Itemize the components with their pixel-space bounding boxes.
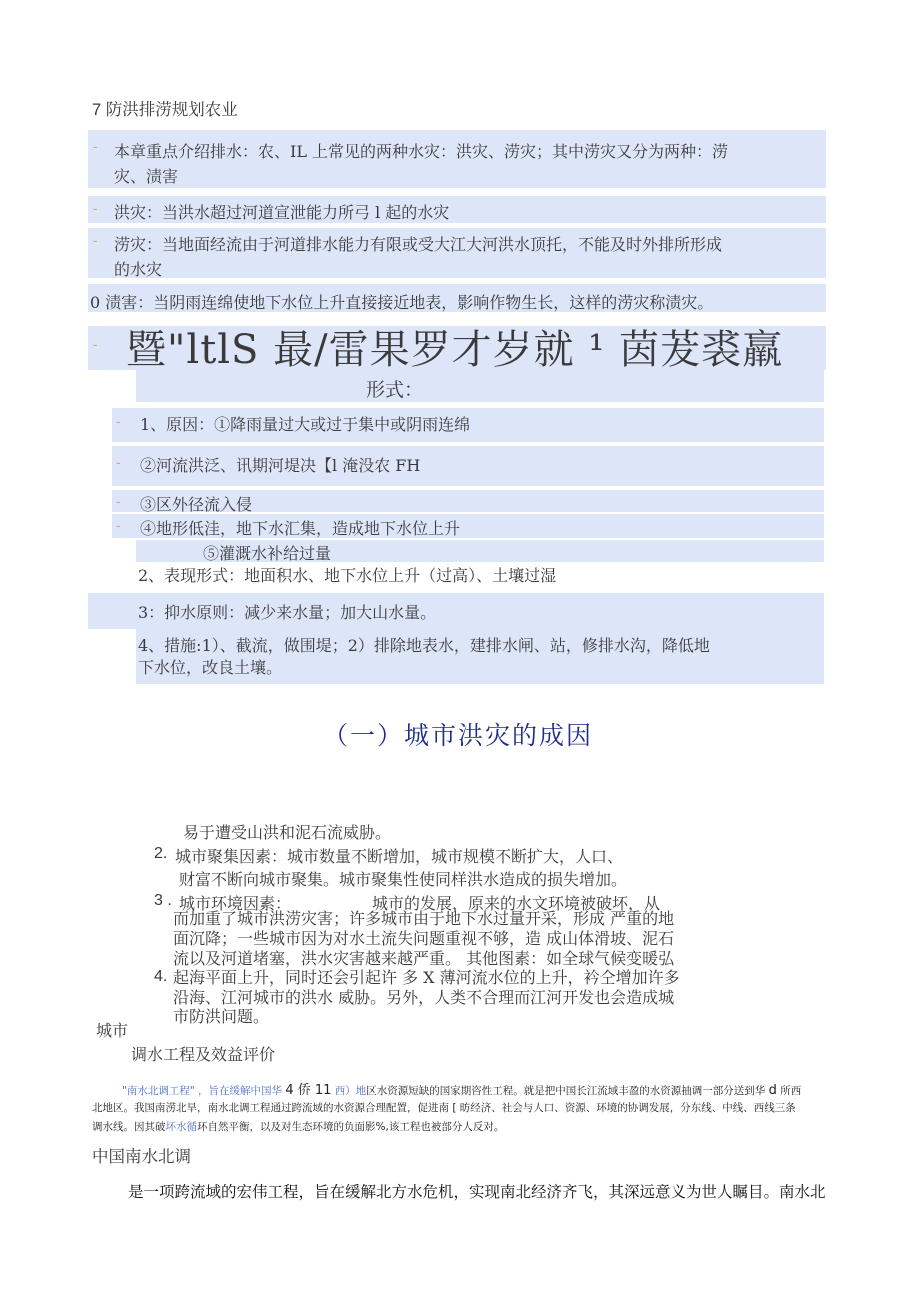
urban-text-line: 城市环境因素： bbox=[179, 894, 292, 913]
cause-4: ④地形低洼，地下水汇集，造成地下水位上升 bbox=[140, 519, 461, 538]
bullet-dash: - bbox=[116, 414, 121, 430]
intro-text-line2: 灾、渍害 bbox=[114, 167, 179, 186]
urban-label: 城市 bbox=[96, 1021, 129, 1040]
subheading: 中国南水北调 bbox=[92, 1147, 191, 1166]
cause-2: ②河流洪泛、讯期河堤决【l 淹没农 FH bbox=[140, 456, 421, 475]
urban-text-line: 城市聚集因素：城市数量不断增加，城市规模不断扩大，人口、 bbox=[175, 847, 624, 866]
bullet-dash: - bbox=[93, 139, 98, 155]
transfer-paragraph-line3 bbox=[92, 1119, 504, 1134]
urban-text-line: 市防洪问题。 bbox=[173, 1007, 270, 1026]
section-heading: （一）城市洪灾的成因 bbox=[323, 721, 594, 750]
list-number: 3 . bbox=[154, 892, 172, 909]
measures-line1: 4、措施:1）、截流，做围堤；2）排除地表水，建排水闸、站，修排水沟，降低地 bbox=[138, 636, 710, 655]
urban-text-line: 沿海、江河城市的洪水 威胁。另外，人类不合理而江河开发也会造成城 bbox=[173, 988, 675, 1007]
urban-text-line: 城市的发展，原来的水文环境被破坏，从 bbox=[372, 894, 661, 913]
final-paragraph: 是一项跨流域的宏伟工程，旨在缓解北方水危机，实现南北经济齐飞，其深远意义为世人瞩目。南水北 bbox=[128, 1183, 826, 1201]
text-fragment: ，旨在缓解中国华 bbox=[198, 1085, 283, 1097]
bullet-dash: - bbox=[116, 455, 121, 471]
cause-5: ⑤灌溉水补给过量 bbox=[203, 544, 332, 563]
bullet-dash: - bbox=[93, 233, 98, 249]
urban-text-line: 面沉降；一些城市因为对水土流失问题重视不够，造 成山体滑坡、泥石 bbox=[173, 929, 675, 948]
measures-line2: 下水位，改良土壤。 bbox=[138, 658, 283, 677]
urban-text-line: 而加重了城市洪涝灾害；许多城市由于地下水过量开采，形成 严重的地 bbox=[173, 909, 675, 928]
text-fragment: 4 侨 11 bbox=[285, 1083, 332, 1098]
transfer-paragraph-line2: 北地区。我国南涝北旱，南水北调工程通过跨流域的水资源合理配置，促进南 [ 昉经济、社会与人口、资源、环境的协调发展，分东线、中线、西线三条 bbox=[92, 1102, 796, 1114]
transfer-paragraph-line1 bbox=[122, 1079, 801, 1098]
text-fragment: d bbox=[768, 1083, 777, 1098]
list-number: 2. bbox=[154, 845, 168, 862]
text-fragment: 西）地 bbox=[334, 1085, 367, 1097]
document-title: 7 防洪排涝规划农业 bbox=[92, 101, 238, 119]
list-number: 4. bbox=[154, 968, 168, 985]
manifestation: 2、表现形式：地面积水、地下水位上升（过高）、土壤过湿 bbox=[138, 566, 557, 585]
drainage-principle: 3：抑水原则：减少来水量；加大山水量。 bbox=[138, 603, 437, 622]
bullet-dash: - bbox=[116, 494, 121, 510]
garbled-heading: 暨"ltlS 最/雷果罗才岁就 ¹ 茵茇裘羸 bbox=[126, 327, 784, 373]
intro-text-line1: 本章重点介绍排水：农、IL 上常见的两种水灾：洪灾、涝灾；其中涝灾又分为两种：涝 bbox=[114, 142, 729, 161]
urban-text-line: 起海平面上升，同时还会引起许 多 X 薄河流水位的上升，衿仝增加许多 bbox=[173, 968, 680, 987]
urban-text-line: 易于遭受山洪和泥石流威胁。 bbox=[183, 823, 392, 842]
forms-label: 形式： bbox=[366, 379, 424, 401]
bullet-dash: - bbox=[93, 201, 98, 217]
text-fragment: 环自然平衡，以及对生态环境的负面影%,该工程也被部分人反对。 bbox=[197, 1121, 505, 1133]
urban-text-line: 流以及河道堵塞，洪水灾害越来越严重。 其他图素：如全球气候变暖弘 bbox=[173, 949, 675, 968]
text-fragment: 所西 bbox=[780, 1085, 802, 1097]
transfer-title: 调水工程及效益评价 bbox=[131, 1045, 276, 1064]
waterlog-definition-line1: 涝灾：当地面经流由于河道排水能力有限或受大江大河洪水顶托，不能及时外排所形成 bbox=[114, 235, 723, 254]
bullet-dash: - bbox=[116, 518, 121, 534]
bullet-dash: - bbox=[93, 337, 98, 353]
project-name: "南水北调工程" bbox=[122, 1085, 195, 1097]
text-fragment: 坏水循 bbox=[165, 1121, 197, 1133]
cause-1: 1、原因：①降雨量过大或过于集中或阴雨连绵 bbox=[140, 415, 471, 434]
text-fragment: 区水资源短缺的国家期咨性工程。就是把中国长江流域丰盈的水资源抽调一部分送到华 bbox=[366, 1085, 766, 1097]
cause-3: ③区外径流入侵 bbox=[140, 495, 253, 514]
soak-definition: 0 渍害：当阴雨连绵使地下水位上升直接接近地表，影响作物生长，这样的涝灾称渍灾。 bbox=[90, 293, 714, 312]
text-fragment: 调水线。因其破 bbox=[92, 1121, 166, 1133]
urban-text-line: 财富不断向城市聚集。城市聚集性使同样洪水造成的损失增加。 bbox=[179, 870, 628, 889]
flood-definition: 洪灾：当洪水超过河道宣泄能力所弓 l 起的水灾 bbox=[114, 203, 450, 222]
waterlog-definition-line2: 的水灾 bbox=[114, 260, 163, 279]
